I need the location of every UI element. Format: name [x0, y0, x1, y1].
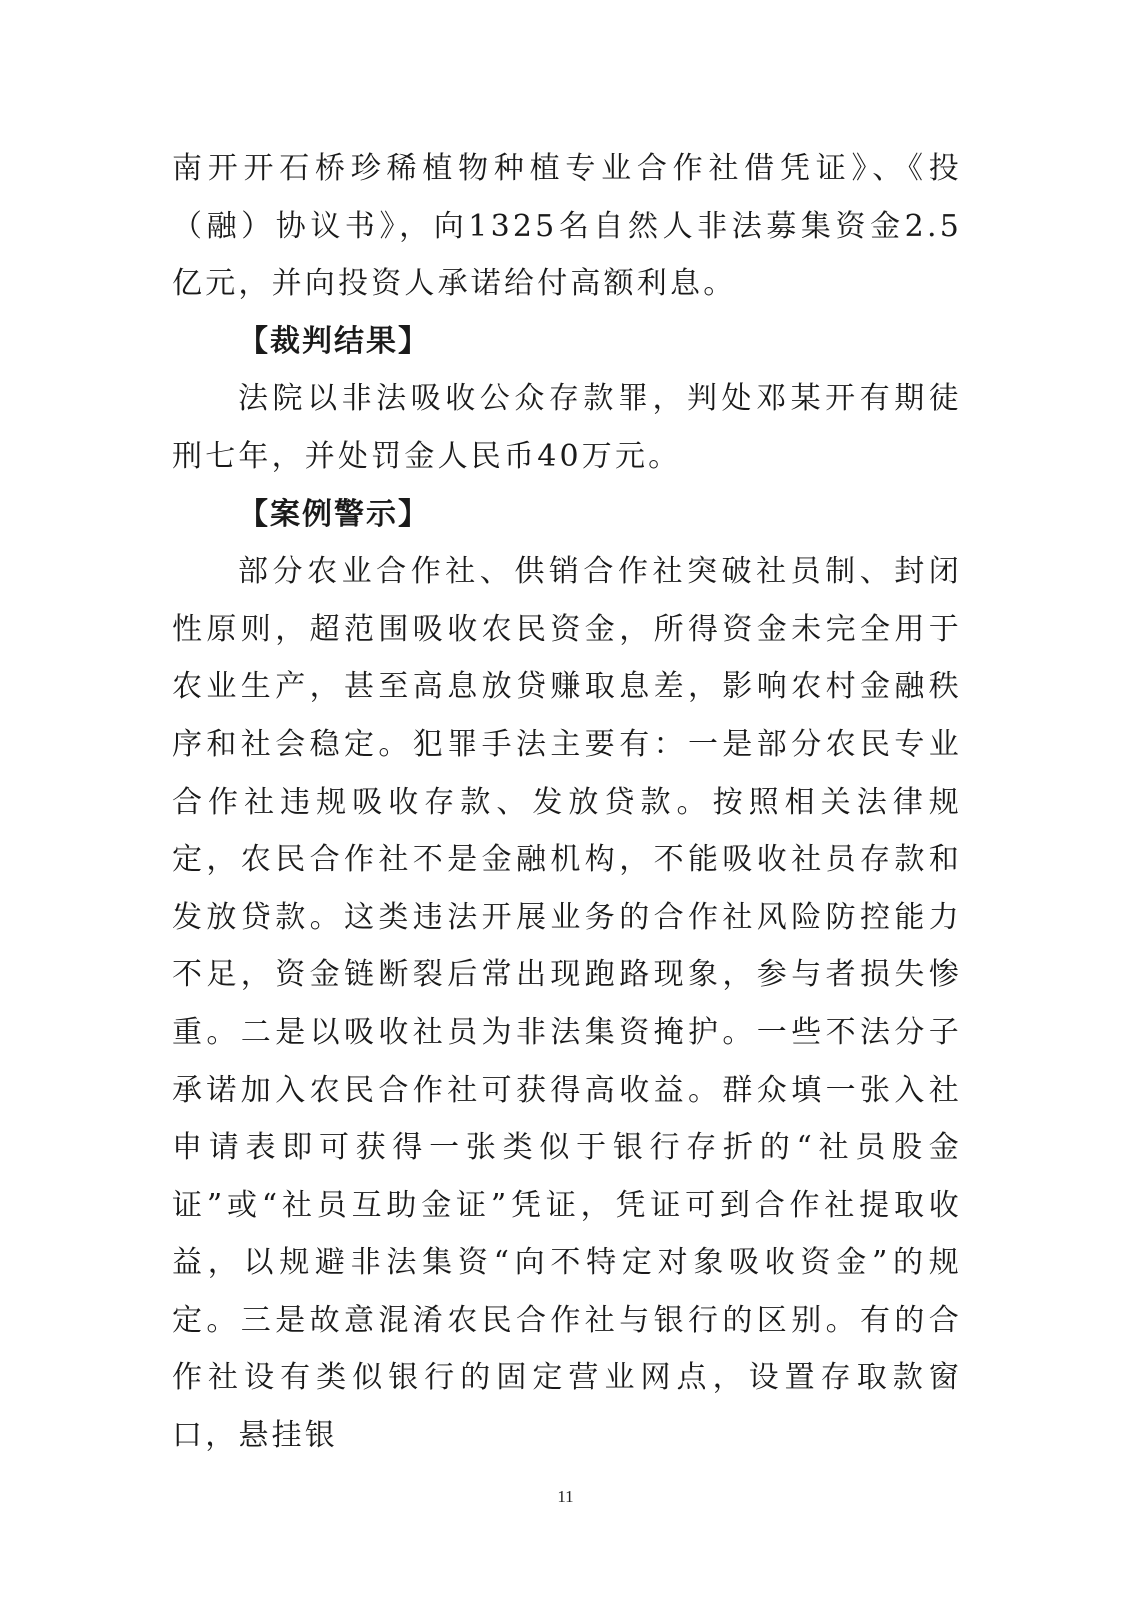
page-number: 11 [557, 1487, 574, 1506]
document-body [172, 140, 962, 1465]
paragraph-verdict: 法院以非法吸收公众存款罪，判处邓某开有期徒刑七年，并处罚金人民币40万元。 [172, 381, 962, 474]
section-heading-warning: 【案例警示】 [238, 496, 430, 532]
paragraph-continuation: 南开开石桥珍稀植物种植专业合作社借凭证》、《投（融）协议书》，向1325名自然人非法募集资金2.5亿元，并向投资人承诺给付高额利息。 [172, 151, 962, 302]
paragraph-warning: 部分农业合作社、供销合作社突破社员制、封闭性原则，超范围吸收农民资金，所得资金未完全用于农业生产，甚至高息放贷赚取息差，影响农村金融秩序和社会稳定。犯罪手法主要有：一是部分农民专业合作社违规吸收存款、发放贷款。按照相关法律规定，农民合作社不是金融机构，不能吸收社员存款和发放贷款。这类违法开展业务的合作社风险防控能力不足，资金链断裂后常出现跑路现象，参与者损失惨重。二是以吸收社员为非法集资掩护。一些不法分子承诺加入农民合作社可获得高收益。群众填一张入社申请表即可获得一张类似于银行存折的“社员股金证”或“社员互助金证”凭证，凭证可到合作社提取收益，以规避非法集资“向不特定对象吸收资金”的规定。三是故意混淆农民合作社与银行的区别。有的合作社设有类似银行的固定营业网点，设置存取款窗口，悬挂银 [172, 554, 962, 1454]
section-heading-verdict: 【裁判结果】 [238, 323, 430, 359]
